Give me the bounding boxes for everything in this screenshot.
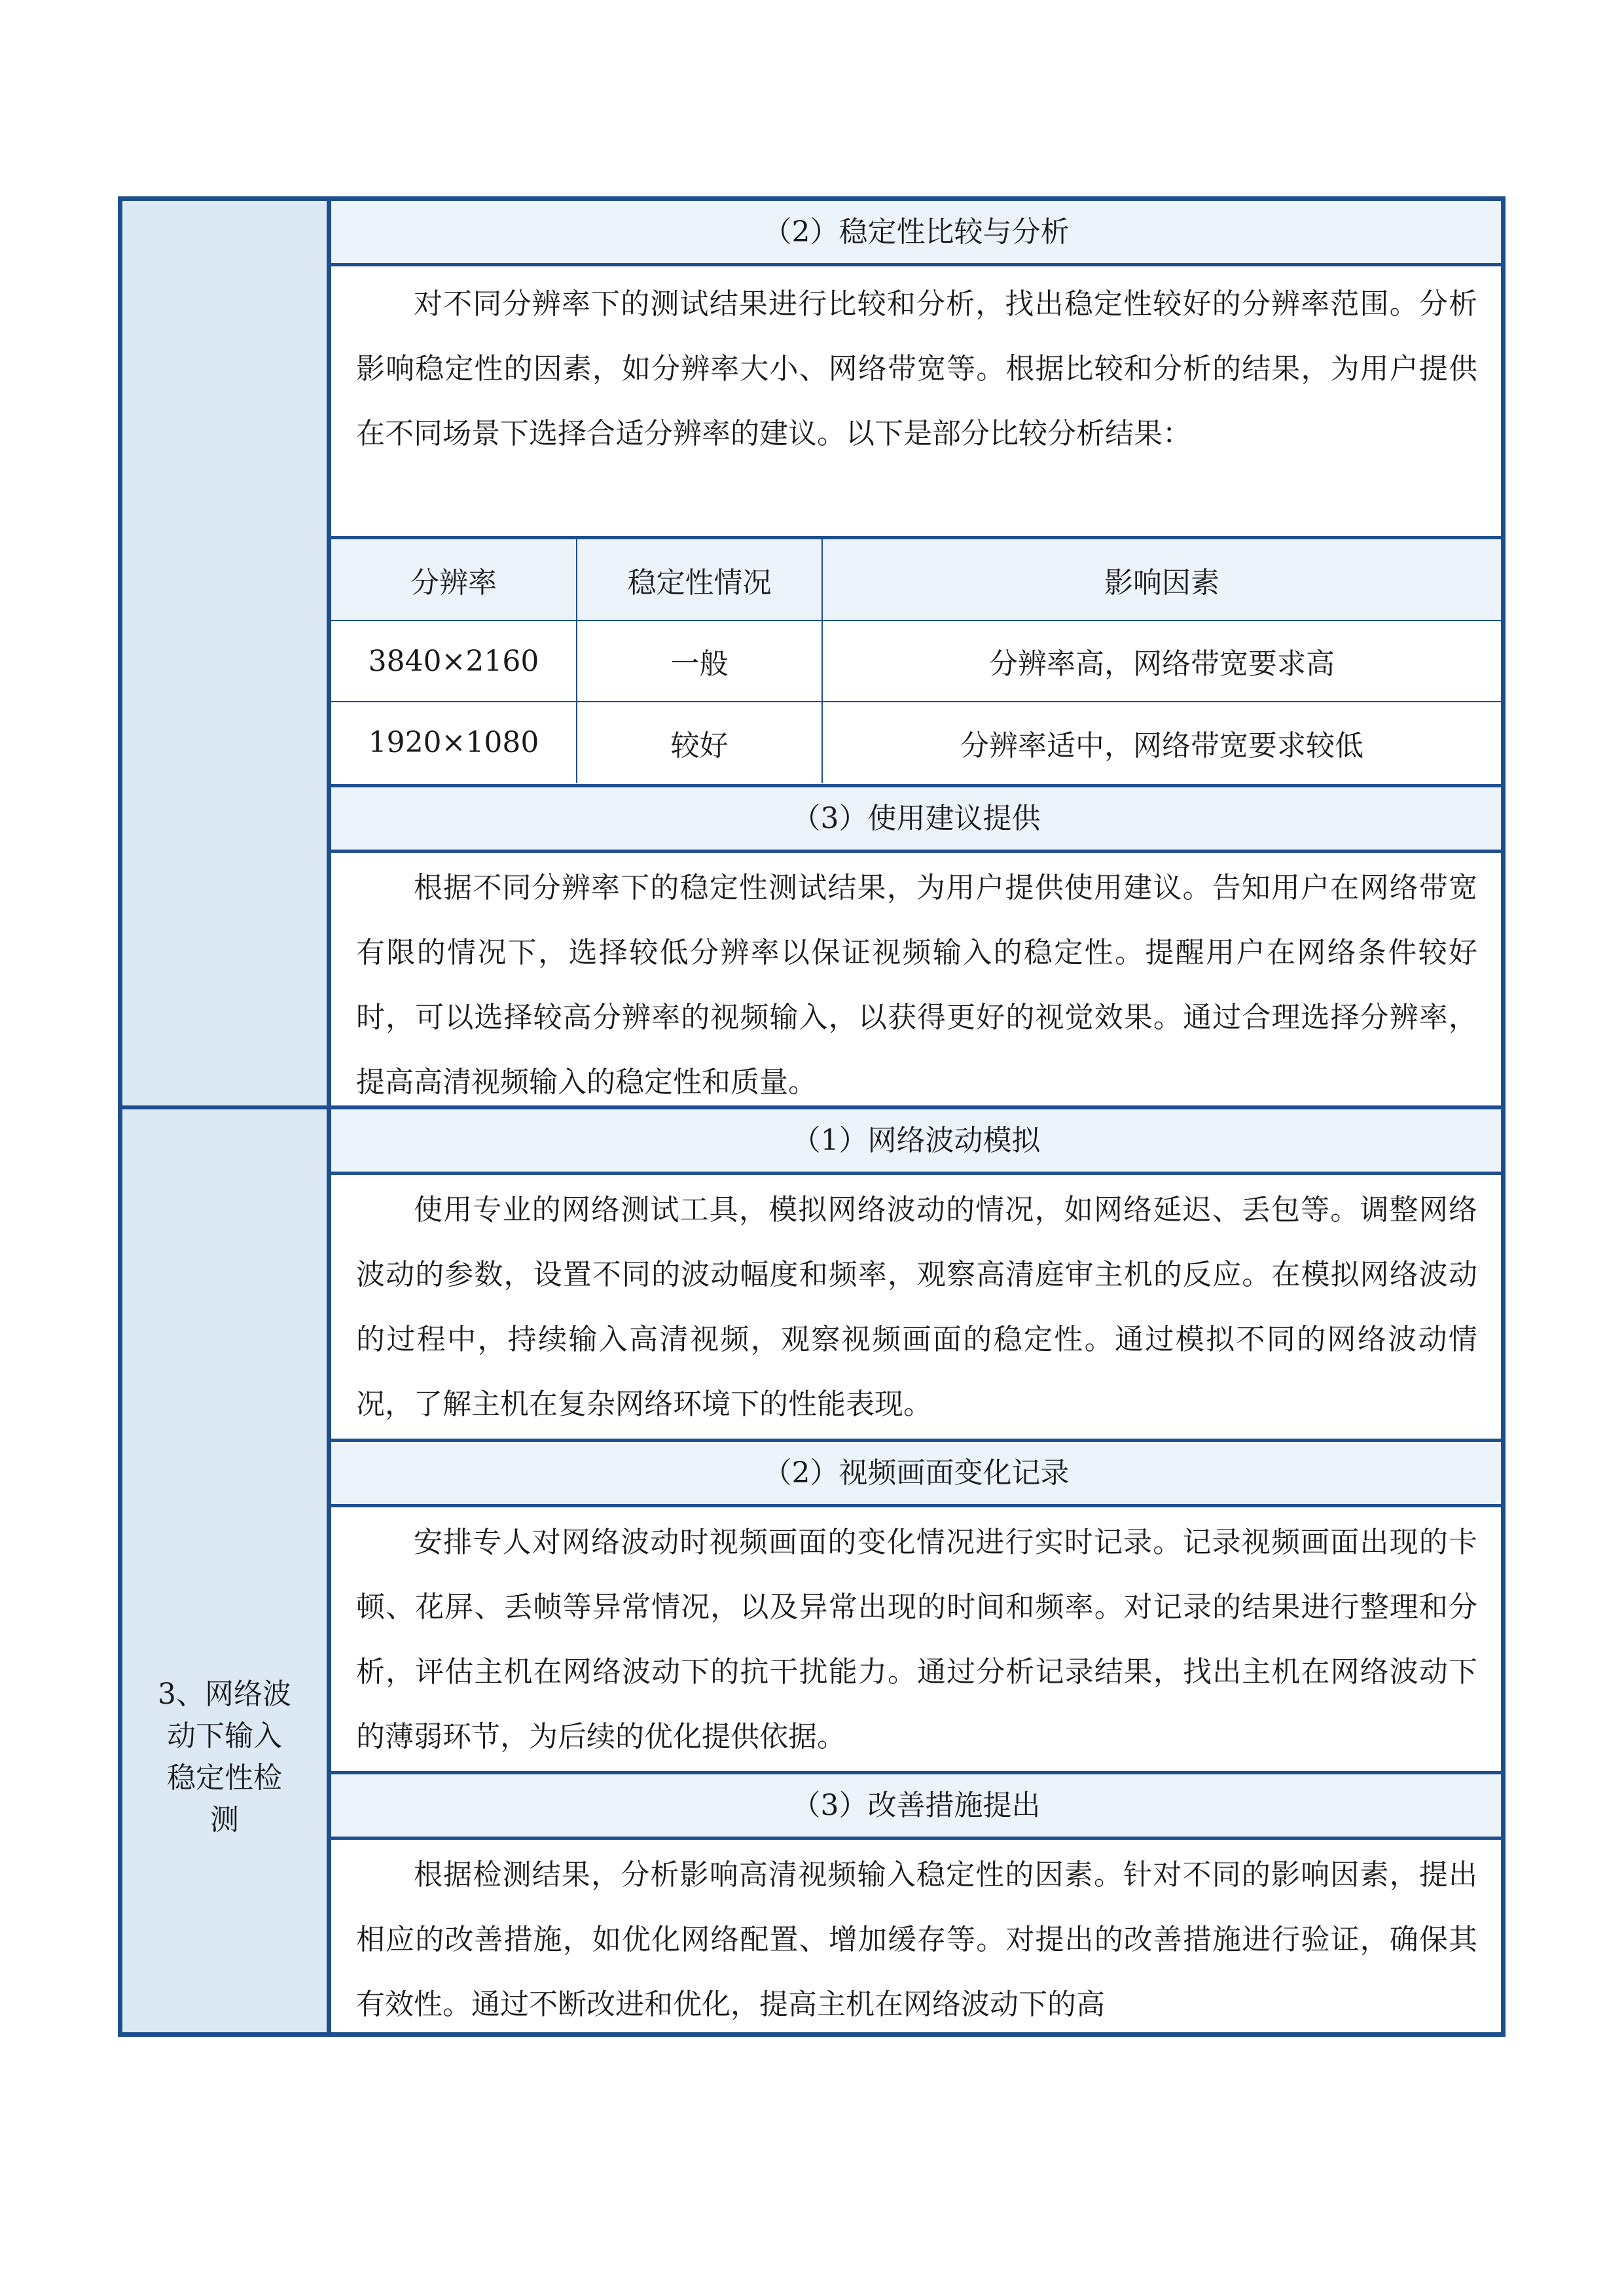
- paragraph: 对不同分辨率下的测试结果进行比较和分析，找出稳定性较好的分辨率范围。分析影响稳定性的因素，如分辨率大小、网络带宽等。根据比较和分析的结果，为用户提供在不同场景下选择合适分辨率的建议。以下是部分比较分析结果：: [356, 287, 1477, 450]
- paragraph: 根据不同分辨率下的稳定性测试结果，为用户提供使用建议。告知用户在网络带宽有限的情况下，选择较低分辨率以保证视频输入的稳定性。提醒用户在网络条件较好时，可以选择较高分辨率的视频输入，以获得更好的视觉效果。通过合理选择分辨率，提高高清视频输入的稳定性和质量。: [356, 871, 1477, 1099]
- subsection-header: （3）使用建议提供: [331, 787, 1501, 853]
- paragraph: 使用专业的网络测试工具，模拟网络波动的情况，如网络延迟、丢包等。调整网络波动的参数，设置不同的波动幅度和频率，观察高清庭审主机的反应。在模拟网络波动的过程中，持续输入高清视频，观察视频画面的稳定性。通过模拟不同的网络波动情况，了解主机在复杂网络环境下的性能表现。: [356, 1193, 1477, 1421]
- document-table: [118, 196, 1506, 2037]
- table-header-row: [331, 539, 1501, 620]
- table-cell: 分辨率适中，网络带宽要求较低: [960, 728, 1363, 762]
- table-header-cell: 影响因素: [1104, 565, 1219, 600]
- table-cell: 3840×2160: [331, 620, 577, 702]
- table-row: [331, 702, 1501, 783]
- subsection-header: （3）改善措施提出: [331, 1774, 1501, 1840]
- section3-label-line: 稳定性检: [167, 1761, 282, 1795]
- table-header-cell: 分辨率: [331, 539, 577, 620]
- paragraph: 根据检测结果，分析影响高清视频输入稳定性的因素。针对不同的影响因素，提出相应的改善措施，如优化网络配置、增加缓存等。对提出的改善措施进行验证，确保其有效性。通过不断改进和优化，提高主机在网络波动下的高: [356, 1858, 1477, 2021]
- table-header-cell: 稳定性情况: [577, 539, 822, 620]
- section3-label: [122, 1674, 327, 1841]
- section-divider: [122, 1105, 331, 1109]
- right-column: [331, 201, 1501, 2032]
- table-cell: 1920×1080: [331, 702, 577, 783]
- table-cell: 一般: [577, 620, 822, 702]
- section3-label-line: 动下输入: [167, 1719, 282, 1753]
- table-cell: 分辨率高，网络带宽要求高: [989, 647, 1335, 681]
- subsection-header: （2）稳定性比较与分析: [331, 201, 1501, 266]
- subsection-header: （1）网络波动模拟: [331, 1109, 1501, 1175]
- comparison-table: [331, 539, 1501, 783]
- table-row: [331, 620, 1501, 702]
- subsection-header: （2）视频画面变化记录: [331, 1442, 1501, 1507]
- section3-label-line: 3、网络波: [158, 1677, 291, 1711]
- paragraph: 安排专人对网络波动时视频画面的变化情况进行实时记录。记录视频画面出现的卡顿、花屏、丢帧等异常情况，以及异常出现的时间和频率。对记录的结果进行整理和分析，评估主机在网络波动下的抗干扰能力。通过分析记录结果，找出主机在网络波动下的薄弱环节，为后续的优化提供依据。: [356, 1526, 1477, 1753]
- section3-label-line: 测: [210, 1803, 239, 1837]
- table-cell: 较好: [577, 702, 822, 783]
